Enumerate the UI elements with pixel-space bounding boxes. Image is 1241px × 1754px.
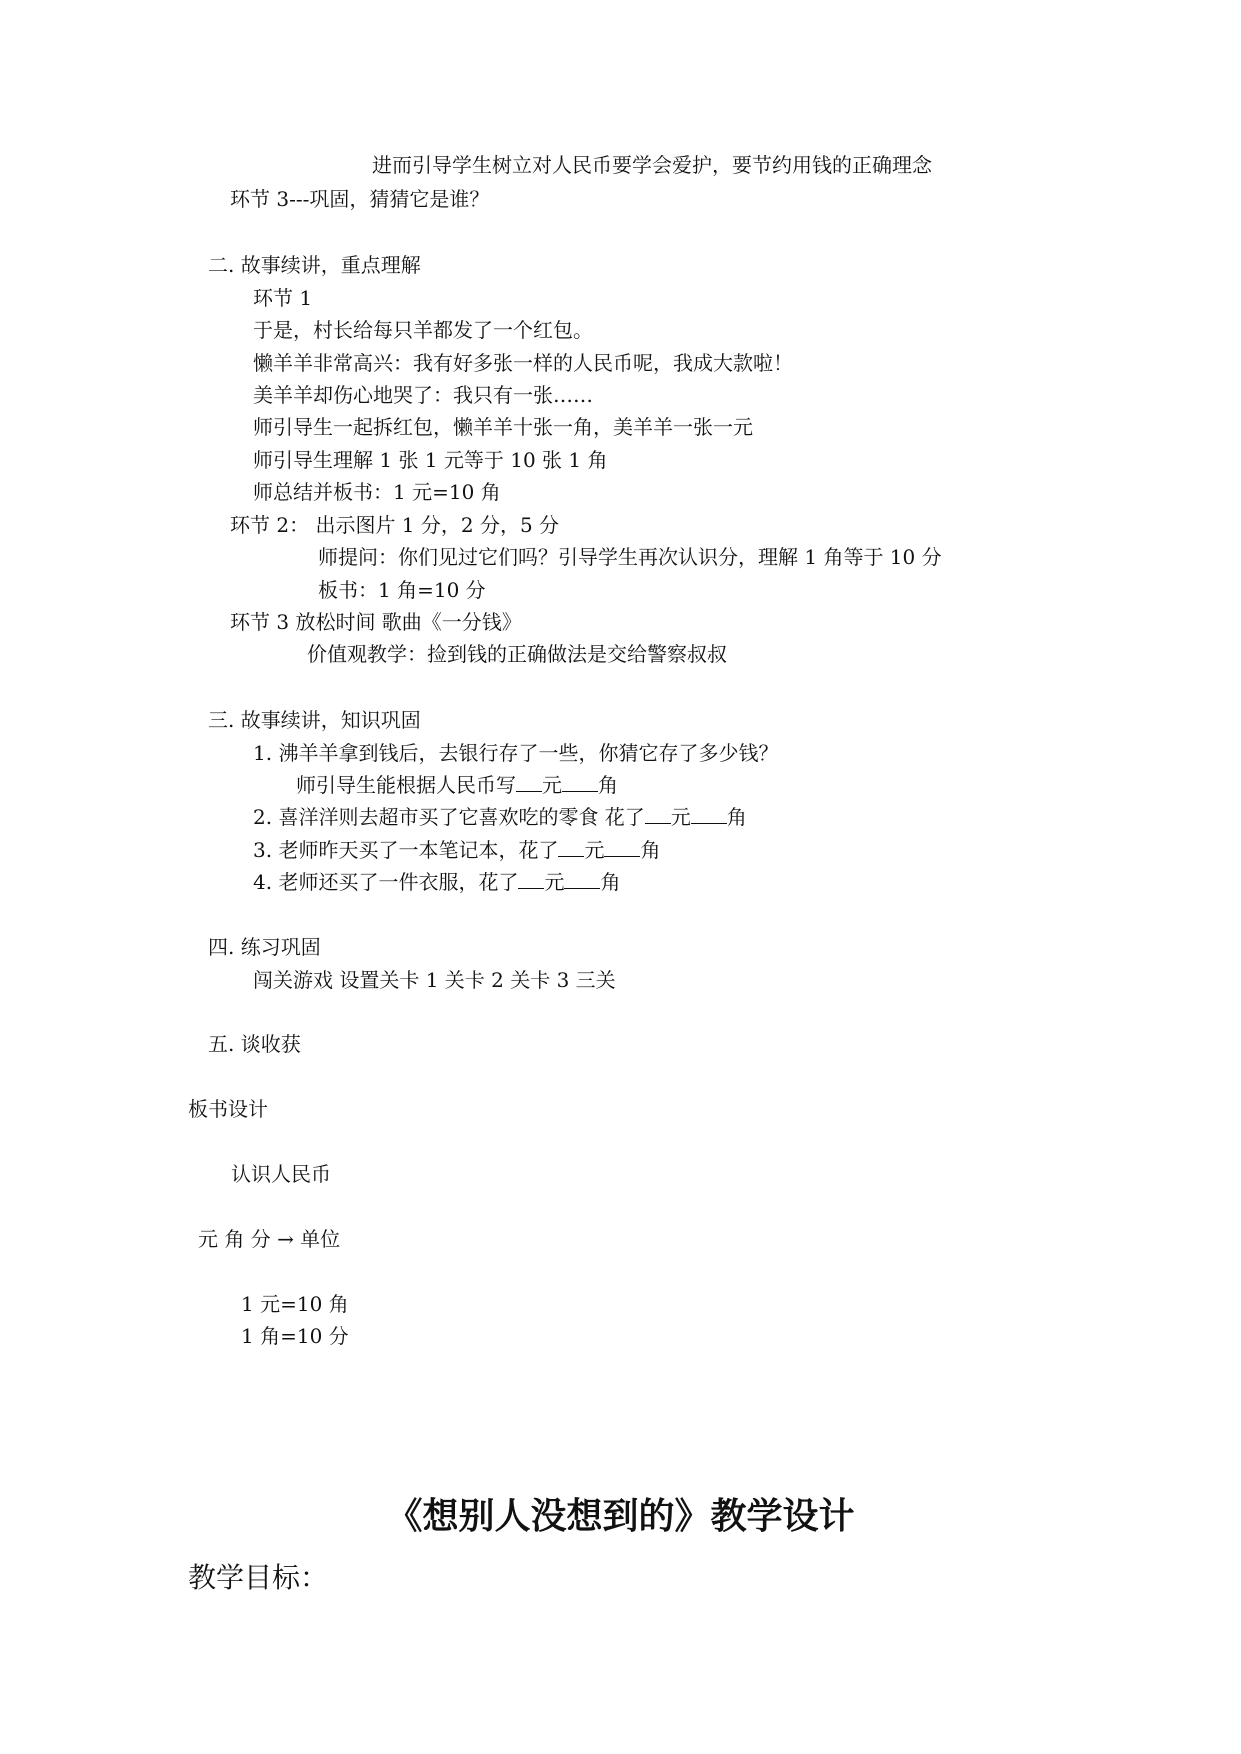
unit-yuan: 元 — [544, 870, 565, 894]
text-line: 环节 3 放松时间 歌曲《一分钱》 — [230, 610, 522, 634]
answer-blank — [564, 870, 600, 889]
list-item: 1. 沸羊羊拿到钱后，去银行存了一些，你猜它存了多少钱？ — [253, 741, 779, 765]
section-heading: 二. 故事续讲，重点理解 — [208, 253, 421, 277]
answer-blank — [558, 838, 584, 857]
unit-yuan: 元 — [670, 805, 691, 829]
answer-blank — [645, 805, 671, 824]
fill-prefix: 师引导生能根据人民币写 — [296, 773, 516, 797]
answer-blank — [691, 805, 727, 824]
unit-jiao: 角 — [598, 773, 618, 797]
section-heading: 五. 谈收获 — [208, 1032, 301, 1056]
text-line: 环节 1 — [253, 286, 313, 310]
list-item — [253, 837, 660, 863]
fill-prefix: 2. 喜洋洋则去超市买了它喜欢吃的零食 花了 — [253, 805, 645, 829]
text-line: 闯关游戏 设置关卡 1 关卡 2 关卡 3 三关 — [253, 968, 616, 992]
text-line: 板书：1 角=10 分 — [318, 578, 486, 602]
answer-blank — [604, 838, 640, 857]
text-line: 师引导生理解 1 张 1 元等于 10 张 1 角 — [253, 448, 608, 472]
text-line: 美羊羊却伤心地哭了：我只有一张…… — [253, 383, 593, 407]
answer-blank — [518, 870, 544, 889]
board-line: 认识人民币 — [231, 1162, 331, 1186]
document-title: 《想别人没想到的》教学设计 — [386, 1496, 855, 1537]
unit-jiao: 角 — [726, 805, 747, 829]
board-line: 1 元=10 角 — [241, 1292, 349, 1316]
board-line: 1 角=10 分 — [241, 1324, 349, 1348]
unit-yuan: 元 — [542, 773, 562, 797]
list-item — [253, 869, 620, 895]
text-line: 师引导生一起拆红包，懒羊羊十张一角，美羊羊一张一元 — [253, 415, 753, 439]
subheading: 教学目标： — [188, 1561, 329, 1594]
answer-blank — [562, 773, 598, 792]
unit-jiao: 角 — [640, 838, 661, 862]
unit-yuan: 元 — [584, 838, 605, 862]
board-line: 元 角 分 → 单位 — [198, 1227, 341, 1251]
text-line: 价值观教学：捡到钱的正确做法是交给警察叔叔 — [307, 642, 727, 666]
fill-prefix: 4. 老师还买了一件衣服，花了 — [253, 870, 519, 894]
list-item — [296, 772, 618, 798]
list-item — [253, 804, 747, 830]
text-line: 环节 2： 出示图片 1 分，2 分，5 分 — [230, 513, 560, 537]
section-heading: 三. 故事续讲，知识巩固 — [208, 708, 421, 732]
text-line: 于是，村长给每只羊都发了一个红包。 — [253, 318, 593, 342]
board-design-heading: 板书设计 — [188, 1097, 268, 1121]
text-line: 师总结并板书：1 元=10 角 — [253, 480, 501, 504]
unit-jiao: 角 — [600, 870, 621, 894]
fill-prefix: 3. 老师昨天买了一本笔记本，花了 — [253, 838, 559, 862]
answer-blank — [516, 773, 542, 792]
text-line: 环节 3---巩固，猜猜它是谁？ — [230, 187, 490, 211]
text-line: 师提问：你们见过它们吗？引导学生再次认识分，理解 1 角等于 10 分 — [318, 545, 942, 569]
section-heading: 四. 练习巩固 — [208, 935, 321, 959]
text-line: 懒羊羊非常高兴：我有好多张一样的人民币呢，我成大款啦！ — [253, 351, 793, 375]
text-line: 进而引导学生树立对人民币要学会爱护，要节约用钱的正确理念 — [372, 153, 932, 177]
